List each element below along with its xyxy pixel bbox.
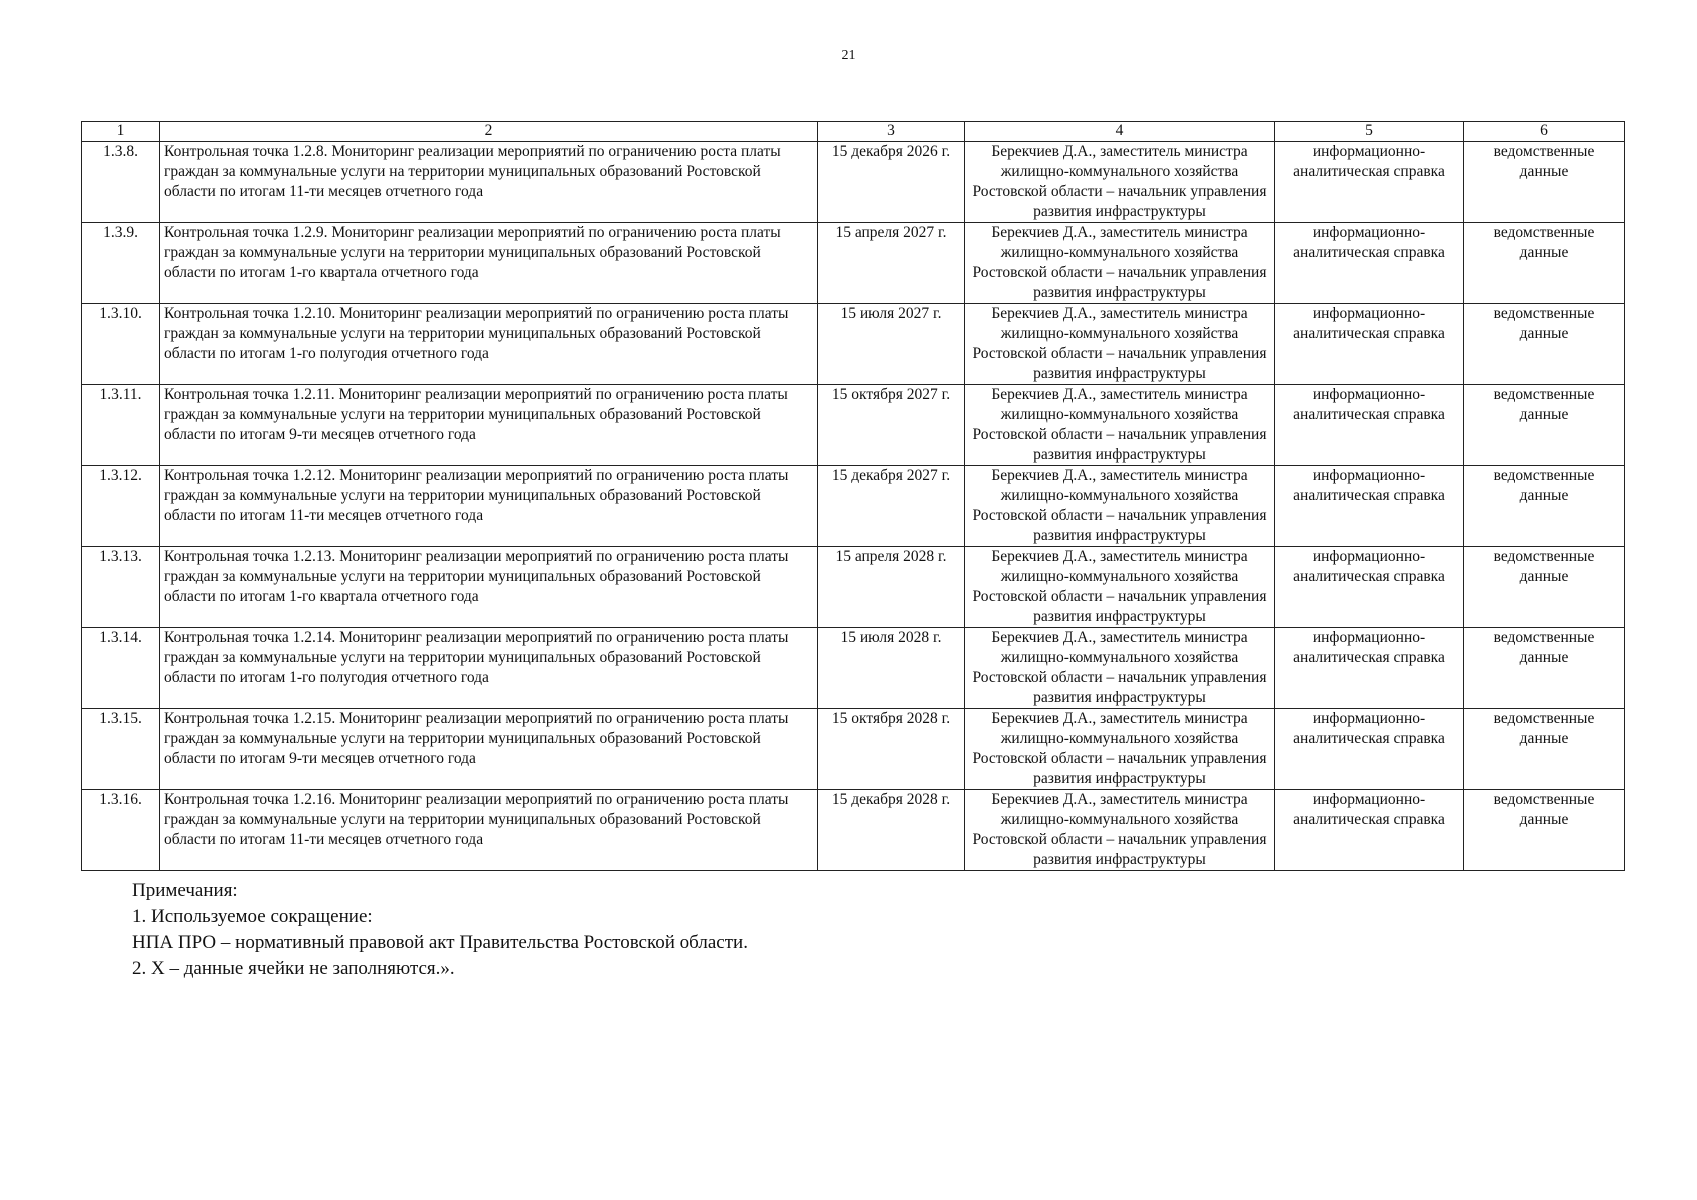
table-row: [82, 385, 1625, 466]
page-number: 21: [841, 48, 856, 63]
table-row: [82, 790, 1625, 871]
document-type-cell: информационно-аналитическая справка: [1275, 223, 1464, 304]
description-cell: Контрольная точка 1.2.13. Мониторинг реализации мероприятий по ограничению роста платы граждан за коммунальные услуги на территории муниципальных образований Ростовской области по итогам 1-го квартала отчетного года: [160, 547, 818, 628]
document-type-cell: информационно-аналитическая справка: [1275, 628, 1464, 709]
document-type-cell: информационно-аналитическая справка: [1275, 790, 1464, 871]
note-line: 2. X – данные ячейки не заполняются.».: [132, 958, 455, 979]
table-body: [82, 142, 1625, 871]
description-cell: Контрольная точка 1.2.8. Мониторинг реализации мероприятий по ограничению роста платы граждан за коммунальные услуги на территории муниципальных образований Ростовской области по итогам 11-ти месяцев отчетного года: [160, 142, 818, 223]
date-cell: 15 декабря 2027 г.: [818, 466, 965, 547]
date-cell: 15 октября 2027 г.: [818, 385, 965, 466]
date-cell: 15 апреля 2027 г.: [818, 223, 965, 304]
row-number-cell: 1.3.14.: [82, 628, 160, 709]
description-cell: Контрольная точка 1.2.9. Мониторинг реализации мероприятий по ограничению роста платы граждан за коммунальные услуги на территории муниципальных образований Ростовской области по итогам 1-го квартала отчетного года: [160, 223, 818, 304]
column-header: 5: [1275, 122, 1464, 142]
table-row: [82, 628, 1625, 709]
table-row: [82, 223, 1625, 304]
description-cell: Контрольная точка 1.2.14. Мониторинг реализации мероприятий по ограничению роста платы граждан за коммунальные услуги на территории муниципальных образований Ростовской области по итогам 1-го полугодия отчетного года: [160, 628, 818, 709]
document-type-cell: информационно-аналитическая справка: [1275, 304, 1464, 385]
column-header: 3: [818, 122, 965, 142]
document-type-cell: информационно-аналитическая справка: [1275, 385, 1464, 466]
row-number-cell: 1.3.11.: [82, 385, 160, 466]
data-source-cell: ведомственные данные: [1464, 385, 1625, 466]
data-source-cell: ведомственные данные: [1464, 628, 1625, 709]
date-cell: 15 апреля 2028 г.: [818, 547, 965, 628]
row-number-cell: 1.3.13.: [82, 547, 160, 628]
description-cell: Контрольная точка 1.2.12. Мониторинг реализации мероприятий по ограничению роста платы граждан за коммунальные услуги на территории муниципальных образований Ростовской области по итогам 11-ти месяцев отчетного года: [160, 466, 818, 547]
notes-title: Примечания:: [132, 880, 238, 901]
description-cell: Контрольная точка 1.2.11. Мониторинг реализации мероприятий по ограничению роста платы граждан за коммунальные услуги на территории муниципальных образований Ростовской области по итогам 9-ти месяцев отчетного года: [160, 385, 818, 466]
row-number-cell: 1.3.16.: [82, 790, 160, 871]
responsible-cell: Берекчиев Д.А., заместитель министра жилищно-коммунального хозяйства Ростовской области – начальник управления развития инфраструктуры: [965, 709, 1275, 790]
note-line: НПА ПРО – нормативный правовой акт Правительства Ростовской области.: [132, 932, 748, 953]
date-cell: 15 июля 2028 г.: [818, 628, 965, 709]
document-type-cell: информационно-аналитическая справка: [1275, 709, 1464, 790]
description-cell: Контрольная точка 1.2.16. Мониторинг реализации мероприятий по ограничению роста платы граждан за коммунальные услуги на территории муниципальных образований Ростовской области по итогам 11-ти месяцев отчетного года: [160, 790, 818, 871]
row-number-cell: 1.3.8.: [82, 142, 160, 223]
table-row: [82, 304, 1625, 385]
table-header-row: [82, 122, 1625, 142]
document-type-cell: информационно-аналитическая справка: [1275, 547, 1464, 628]
data-source-cell: ведомственные данные: [1464, 790, 1625, 871]
date-cell: 15 декабря 2028 г.: [818, 790, 965, 871]
responsible-cell: Берекчиев Д.А., заместитель министра жилищно-коммунального хозяйства Ростовской области – начальник управления развития инфраструктуры: [965, 547, 1275, 628]
responsible-cell: Берекчиев Д.А., заместитель министра жилищно-коммунального хозяйства Ростовской области – начальник управления развития инфраструктуры: [965, 142, 1275, 223]
data-source-cell: ведомственные данные: [1464, 709, 1625, 790]
responsible-cell: Берекчиев Д.А., заместитель министра жилищно-коммунального хозяйства Ростовской области – начальник управления развития инфраструктуры: [965, 385, 1275, 466]
table-row: [82, 547, 1625, 628]
row-number-cell: 1.3.9.: [82, 223, 160, 304]
data-source-cell: ведомственные данные: [1464, 223, 1625, 304]
control-points-table: [81, 121, 1625, 871]
data-source-cell: ведомственные данные: [1464, 466, 1625, 547]
description-cell: Контрольная точка 1.2.10. Мониторинг реализации мероприятий по ограничению роста платы граждан за коммунальные услуги на территории муниципальных образований Ростовской области по итогам 1-го полугодия отчетного года: [160, 304, 818, 385]
responsible-cell: Берекчиев Д.А., заместитель министра жилищно-коммунального хозяйства Ростовской области – начальник управления развития инфраструктуры: [965, 304, 1275, 385]
data-source-cell: ведомственные данные: [1464, 547, 1625, 628]
column-header: 2: [160, 122, 818, 142]
date-cell: 15 октября 2028 г.: [818, 709, 965, 790]
table-row: [82, 466, 1625, 547]
column-header: 4: [965, 122, 1275, 142]
table-row: [82, 142, 1625, 223]
document-type-cell: информационно-аналитическая справка: [1275, 466, 1464, 547]
responsible-cell: Берекчиев Д.А., заместитель министра жилищно-коммунального хозяйства Ростовской области – начальник управления развития инфраструктуры: [965, 790, 1275, 871]
data-source-cell: ведомственные данные: [1464, 142, 1625, 223]
column-header: 6: [1464, 122, 1625, 142]
notes-section: [132, 878, 748, 982]
table-row: [82, 709, 1625, 790]
responsible-cell: Берекчиев Д.А., заместитель министра жилищно-коммунального хозяйства Ростовской области – начальник управления развития инфраструктуры: [965, 628, 1275, 709]
document-type-cell: информационно-аналитическая справка: [1275, 142, 1464, 223]
row-number-cell: 1.3.15.: [82, 709, 160, 790]
description-cell: Контрольная точка 1.2.15. Мониторинг реализации мероприятий по ограничению роста платы граждан за коммунальные услуги на территории муниципальных образований Ростовской области по итогам 9-ти месяцев отчетного года: [160, 709, 818, 790]
responsible-cell: Берекчиев Д.А., заместитель министра жилищно-коммунального хозяйства Ростовской области – начальник управления развития инфраструктуры: [965, 466, 1275, 547]
row-number-cell: 1.3.10.: [82, 304, 160, 385]
data-source-cell: ведомственные данные: [1464, 304, 1625, 385]
row-number-cell: 1.3.12.: [82, 466, 160, 547]
date-cell: 15 декабря 2026 г.: [818, 142, 965, 223]
responsible-cell: Берекчиев Д.А., заместитель министра жилищно-коммунального хозяйства Ростовской области – начальник управления развития инфраструктуры: [965, 223, 1275, 304]
date-cell: 15 июля 2027 г.: [818, 304, 965, 385]
note-line: 1. Используемое сокращение:: [132, 906, 373, 927]
column-header: 1: [82, 122, 160, 142]
